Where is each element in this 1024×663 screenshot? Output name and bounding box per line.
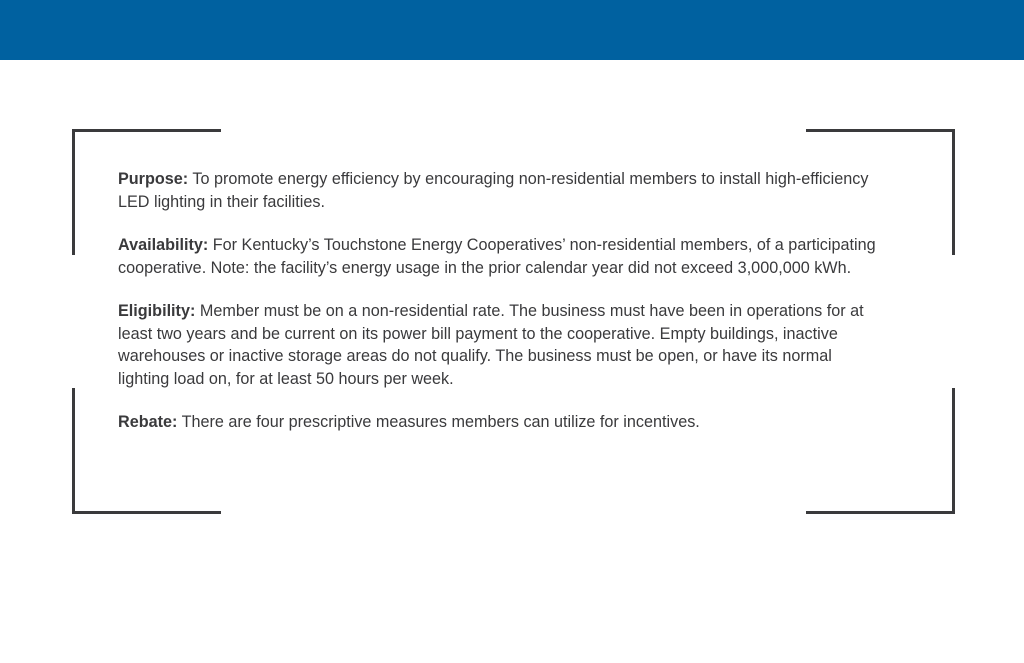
rebate-paragraph (118, 411, 878, 434)
purpose-label: Purpose: (118, 170, 189, 188)
header-bar (0, 0, 1024, 60)
purpose-text: To promote energy efficiency by encouraging non-residential members to install high-efficiency LED lighting in their facilities. (118, 170, 869, 211)
availability-label: Availability: (118, 236, 209, 254)
eligibility-paragraph (118, 300, 878, 390)
rebate-text: There are four prescriptive measures members can utilize for incentives. (177, 413, 700, 431)
eligibility-label: Eligibility: (118, 302, 196, 320)
eligibility-text: Member must be on a non-residential rate. The business must have been in operations for at least two years and be current on its power bill payment to the cooperative. Empty buildings, inactive warehouses or inactive storage areas do not qualify. The business must be open, or have its normal lighting load on, for at least 50 hours per week. (118, 302, 864, 388)
rebate-label: Rebate: (118, 413, 178, 431)
program-description (118, 168, 878, 455)
purpose-paragraph (118, 168, 878, 213)
availability-paragraph (118, 234, 878, 279)
availability-text: For Kentucky’s Touchstone Energy Cooperatives’ non-residential members, of a participating cooperative. Note: the facility’s energy usage in the prior calendar year did not exceed 3,000,000 kWh. (118, 236, 876, 277)
